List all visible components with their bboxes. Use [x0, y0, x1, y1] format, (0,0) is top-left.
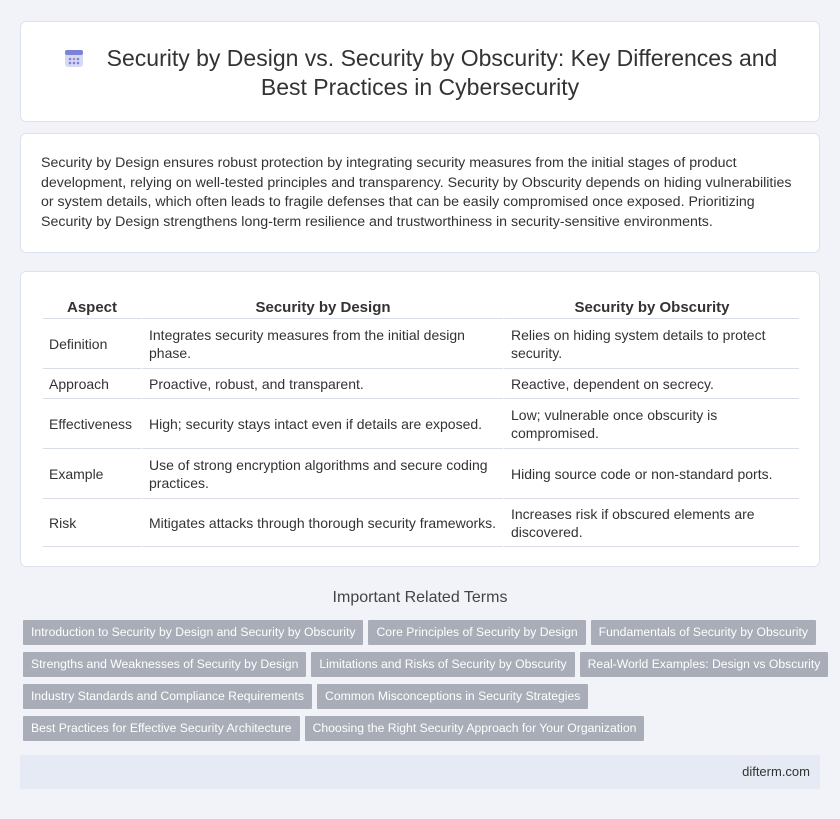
cell-design: High; security stays intact even if details are exposed. [141, 399, 503, 449]
title-line-1: Security by Design vs. Security by Obscurity: Key Differences and [106, 45, 778, 71]
related-term-tag[interactable]: Limitations and Risks of Security by Obscurity [311, 652, 574, 677]
cell-aspect: Effectiveness [43, 399, 141, 449]
header-obscurity: Security by Obscurity [503, 295, 799, 319]
cell-design: Use of strong encryption algorithms and secure coding practices. [141, 449, 503, 499]
related-term-tag[interactable]: Common Misconceptions in Security Strategies [317, 684, 588, 709]
header-aspect: Aspect [43, 295, 141, 319]
related-term-tag[interactable]: Strengths and Weaknesses of Security by Design [23, 652, 306, 677]
calendar-icon [63, 47, 85, 69]
cell-design: Mitigates attacks through thorough security frameworks. [141, 499, 503, 547]
cell-obscurity: Relies on hiding system details to protect security. [503, 319, 799, 369]
table-row [43, 399, 799, 449]
related-term-tag[interactable]: Introduction to Security by Design and Security by Obscurity [23, 620, 363, 645]
table-header-row [43, 295, 799, 319]
comparison-table [43, 295, 799, 547]
cell-obscurity: Reactive, dependent on secrecy. [503, 369, 799, 399]
related-term-tag[interactable]: Real-World Examples: Design vs Obscurity [580, 652, 829, 677]
cell-obscurity: Low; vulnerable once obscurity is compromised. [503, 399, 799, 449]
table-row [43, 449, 799, 499]
footer-site-link[interactable]: difterm.com [742, 764, 810, 779]
cell-aspect: Example [43, 449, 141, 499]
cell-aspect: Definition [43, 319, 141, 369]
related-term-tag[interactable]: Industry Standards and Compliance Requirements [23, 684, 312, 709]
related-term-tag[interactable]: Best Practices for Effective Security Architecture [23, 716, 300, 741]
cell-aspect: Risk [43, 499, 141, 547]
cell-obscurity: Increases risk if obscured elements are discovered. [503, 499, 799, 547]
related-term-tag[interactable]: Core Principles of Security by Design [368, 620, 585, 645]
related-terms-list [23, 620, 823, 748]
table-row [43, 499, 799, 547]
cell-design: Proactive, robust, and transparent. [141, 369, 503, 399]
related-term-tag[interactable]: Choosing the Right Security Approach for Your Organization [305, 716, 645, 741]
cell-design: Integrates security measures from the initial design phase. [141, 319, 503, 369]
intro-card [20, 133, 820, 253]
title-line-2: Best Practices in Cybersecurity [260, 74, 580, 100]
footer [20, 755, 820, 789]
page-title [21, 44, 819, 102]
cell-obscurity: Hiding source code or non-standard ports. [503, 449, 799, 499]
header-design: Security by Design [141, 295, 503, 319]
header-card [20, 21, 820, 122]
intro-text: Security by Design ensures robust protection by integrating security measures from the initial stages of product development, relying on well-tested principles and transparency. Security by Obscurity depends on hiding vulnerabilities or system details, which often leads to fragile defenses that can be easily compromised once exposed. Prioritizing Security by Design strengthens long-term resilience and trustworthiness in security-sensitive environments. [41, 155, 792, 230]
table-row [43, 369, 799, 399]
related-terms-title: Important Related Terms [332, 589, 508, 606]
related-term-tag[interactable]: Fundamentals of Security by Obscurity [591, 620, 816, 645]
comparison-card [20, 271, 820, 567]
cell-aspect: Approach [43, 369, 141, 399]
table-row [43, 319, 799, 369]
